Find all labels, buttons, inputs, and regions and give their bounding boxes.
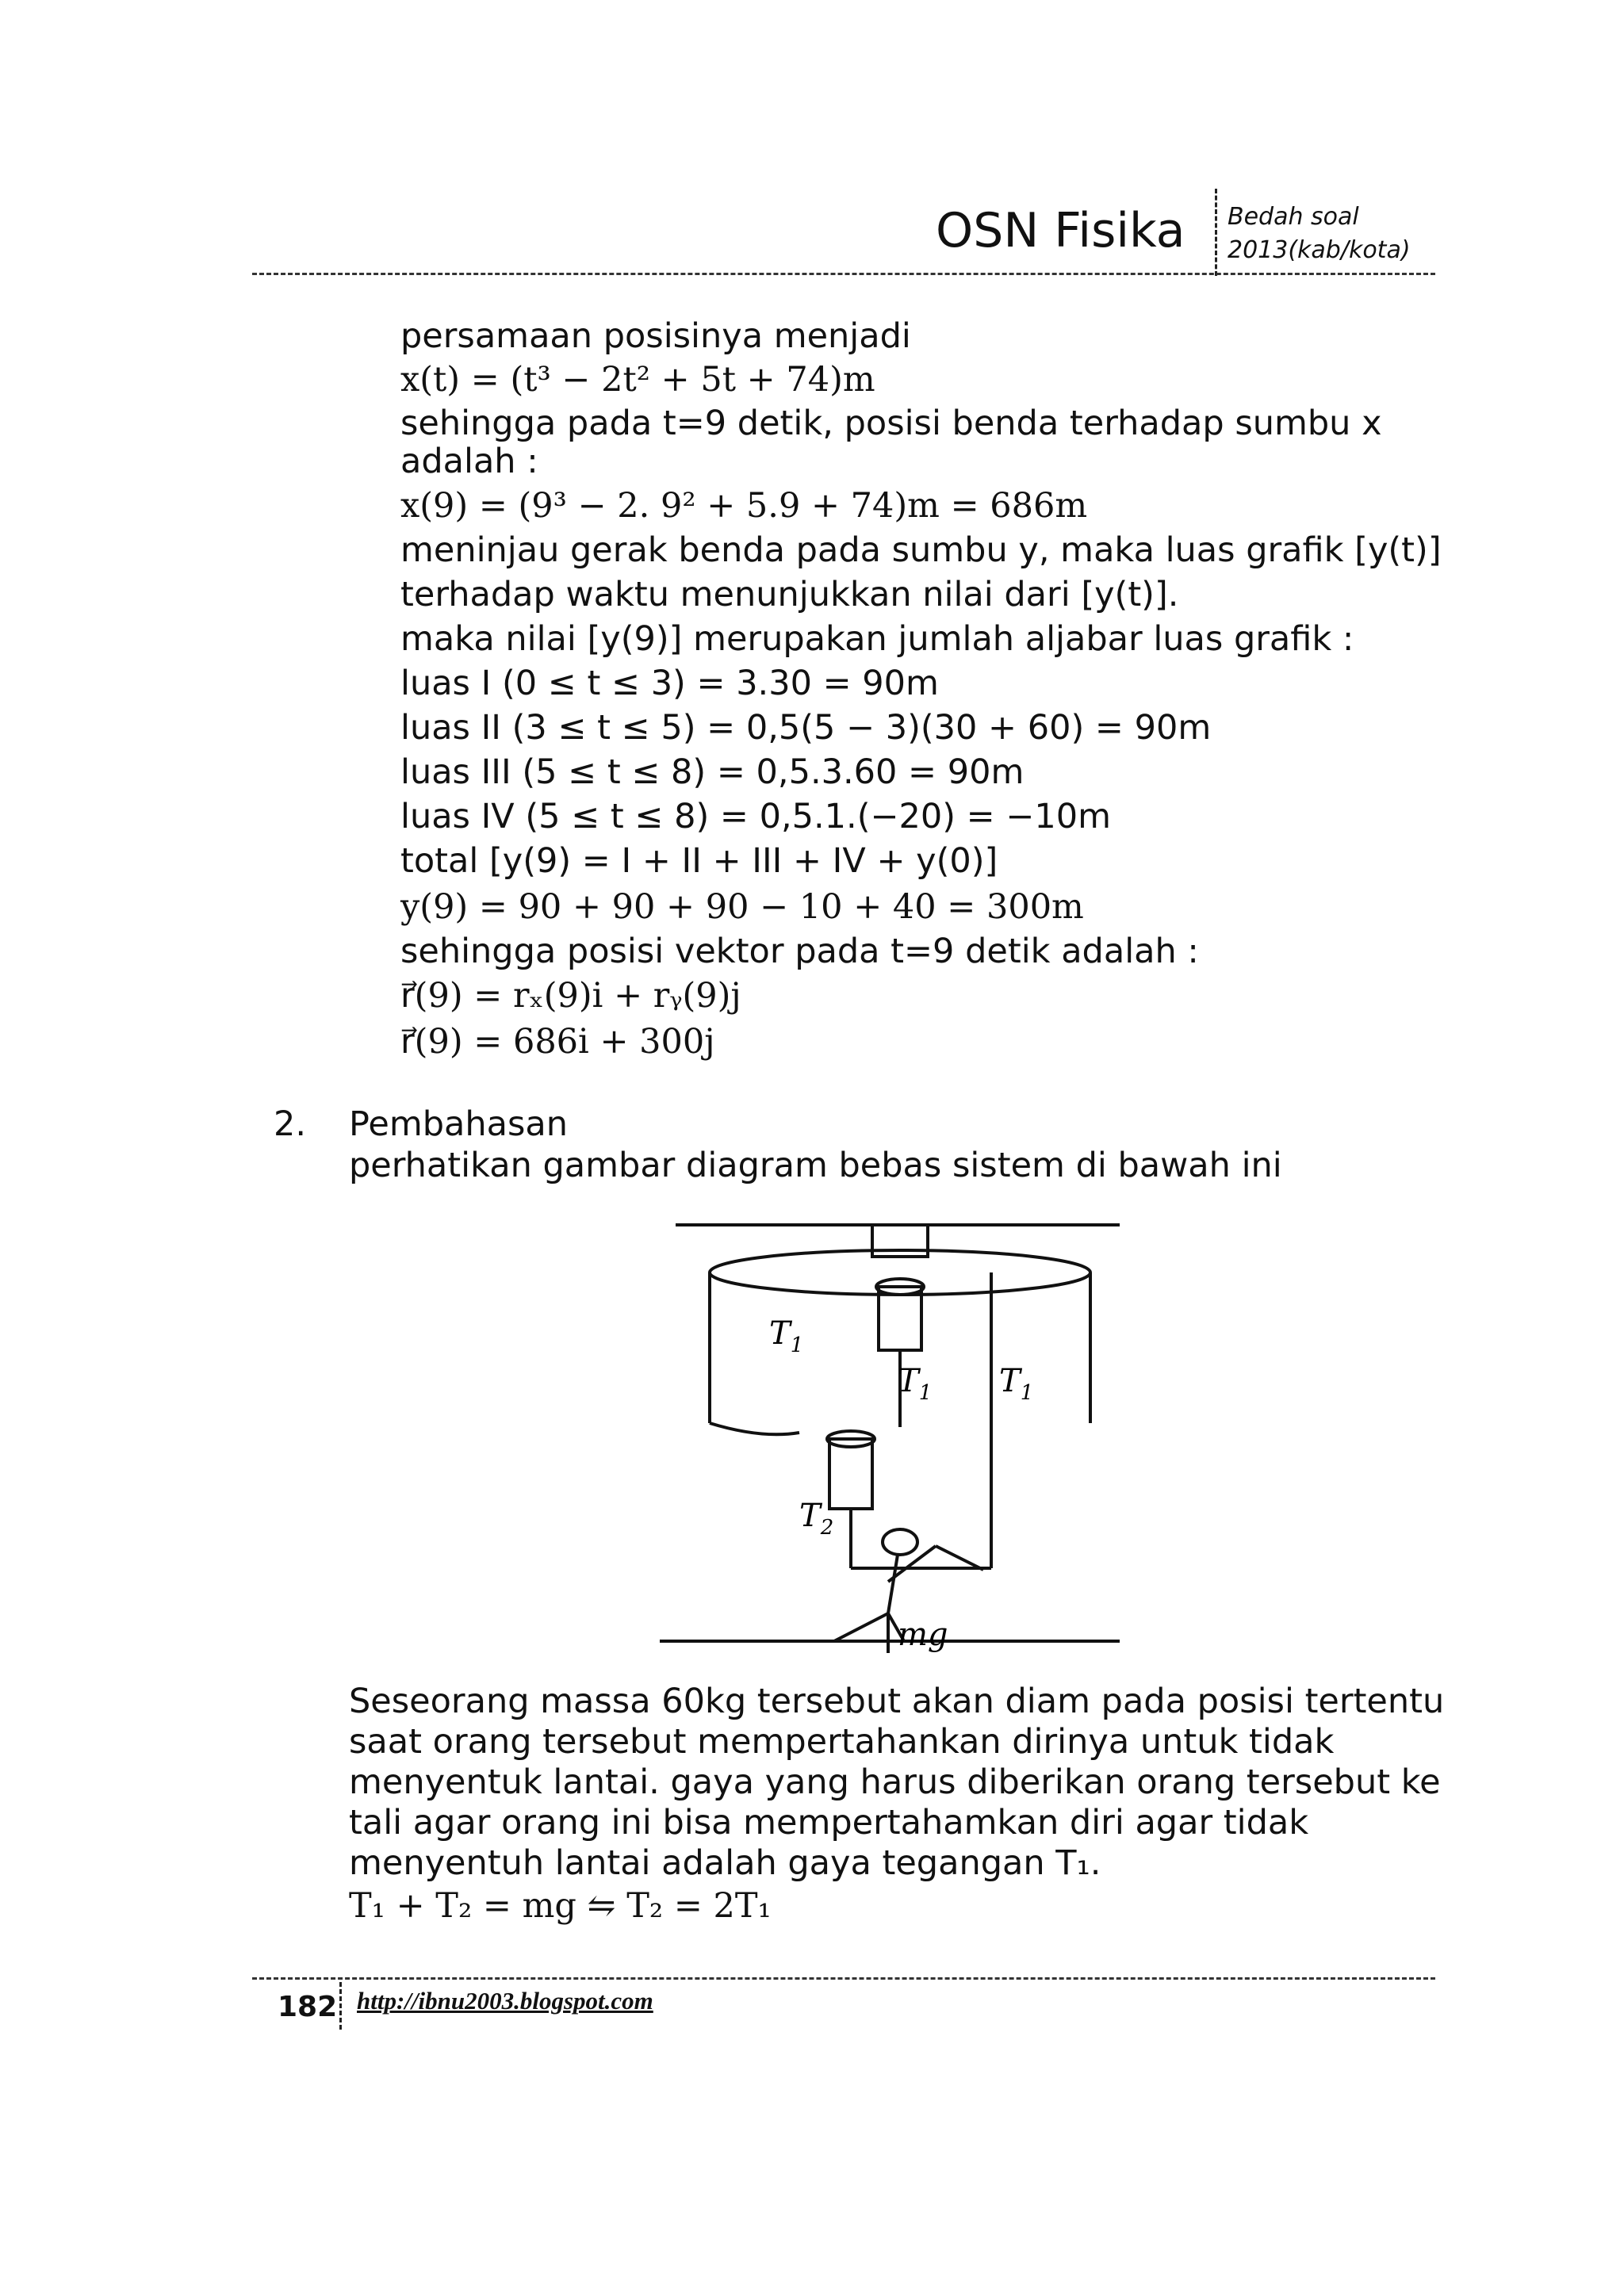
text-line-6: meninjau gerak benda pada sumbu y, maka luas grafik [y(t)] [400,530,1442,570]
label-t1-mid: $T_1$ [898,1363,933,1405]
equation-r-result: r⃗(9) = 686i + 300j [400,1022,715,1062]
paragraph-line-5: menyentuh lantai adalah gaya tegangan T₁. [349,1843,1101,1883]
header-subtitle-line2: 2013(kab/kota) [1228,236,1411,264]
header-rule [252,273,1435,275]
equation-r-components: r⃗(9) = rₓ(9)i + rᵧ(9)j [400,976,741,1016]
paragraph-line-3: menyentuk lantai. gaya yang harus diberikan orang tersebut ke [349,1762,1441,1802]
label-t1-left: $T_1$ [769,1315,804,1357]
final-equation: T₁ + T₂ = mg ⇋ T₂ = 2T₁ [349,1886,772,1926]
label-mg: mg [898,1617,948,1653]
section-title: Pembahasan [349,1104,568,1144]
lower-pulley [829,1439,872,1509]
paragraph-line-1: Seseorang massa 60kg tersebut akan diam pada posisi tertentu [349,1682,1445,1721]
total-line: total [y(9) = I + II + III + IV + y(0)] [400,841,998,881]
text-line-15: sehingga posisi vektor pada t=9 detik adalah : [400,932,1199,971]
equation-y-of-9: y(9) = 90 + 90 + 90 − 10 + 40 = 300m [400,887,1084,927]
section-intro: perhatikan gambar diagram bebas sistem di bawah ini [349,1146,1282,1185]
text-line-1: persamaan posisinya menjadi [400,316,911,356]
equation-x-of-t: x(t) = (t³ − 2t² + 5t + 74)m [400,360,875,400]
header-divider [1215,189,1217,276]
section-number: 2. [274,1104,307,1144]
header-title: OSN Fisika [936,203,1185,258]
header-subtitle-line1: Bedah soal [1228,203,1359,231]
area-I: luas I (0 ≤ t ≤ 3) = 3.30 = 90m [400,664,939,703]
text-line-8: maka nilai [y(9)] merupakan jumlah aljabar luas grafik : [400,619,1354,659]
area-II: luas II (3 ≤ t ≤ 5) = 0,5(5 − 3)(30 + 60) = 90m [400,708,1212,748]
footer-divider [339,1982,342,2030]
page-number: 182 [278,1991,338,2023]
text-line-7: terhadap waktu menunjukkan nilai dari [y(t)]. [400,575,1179,614]
footer-url[interactable]: http://ibnu2003.blogspot.com [357,1987,653,2015]
person-head [883,1529,917,1555]
text-line-3: sehingga pada t=9 detik, posisi benda terhadap sumbu x [400,404,1382,443]
label-t1-right: $T_1$ [999,1363,1034,1405]
person-body [888,1555,898,1613]
equation-x-of-9: x(9) = (9³ − 2. 9² + 5.9 + 74)m = 686m [400,486,1088,526]
free-body-diagram [650,1209,1126,1653]
paragraph-line-2: saat orang tersebut mempertahankan dirinya untuk tidak [349,1722,1335,1762]
footer-rule [252,1977,1435,1980]
large-pulley-bottom [710,1423,799,1434]
text-line-4: adalah : [400,442,538,481]
label-t2: $T_2$ [799,1498,834,1540]
area-III: luas III (5 ≤ t ≤ 8) = 0,5.3.60 = 90m [400,752,1025,792]
area-IV: luas IV (5 ≤ t ≤ 8) = 0,5.1.(−20) = −10m [400,797,1111,836]
paragraph-line-4: tali agar orang ini bisa mempertahamkan diri agar tidak [349,1803,1309,1843]
